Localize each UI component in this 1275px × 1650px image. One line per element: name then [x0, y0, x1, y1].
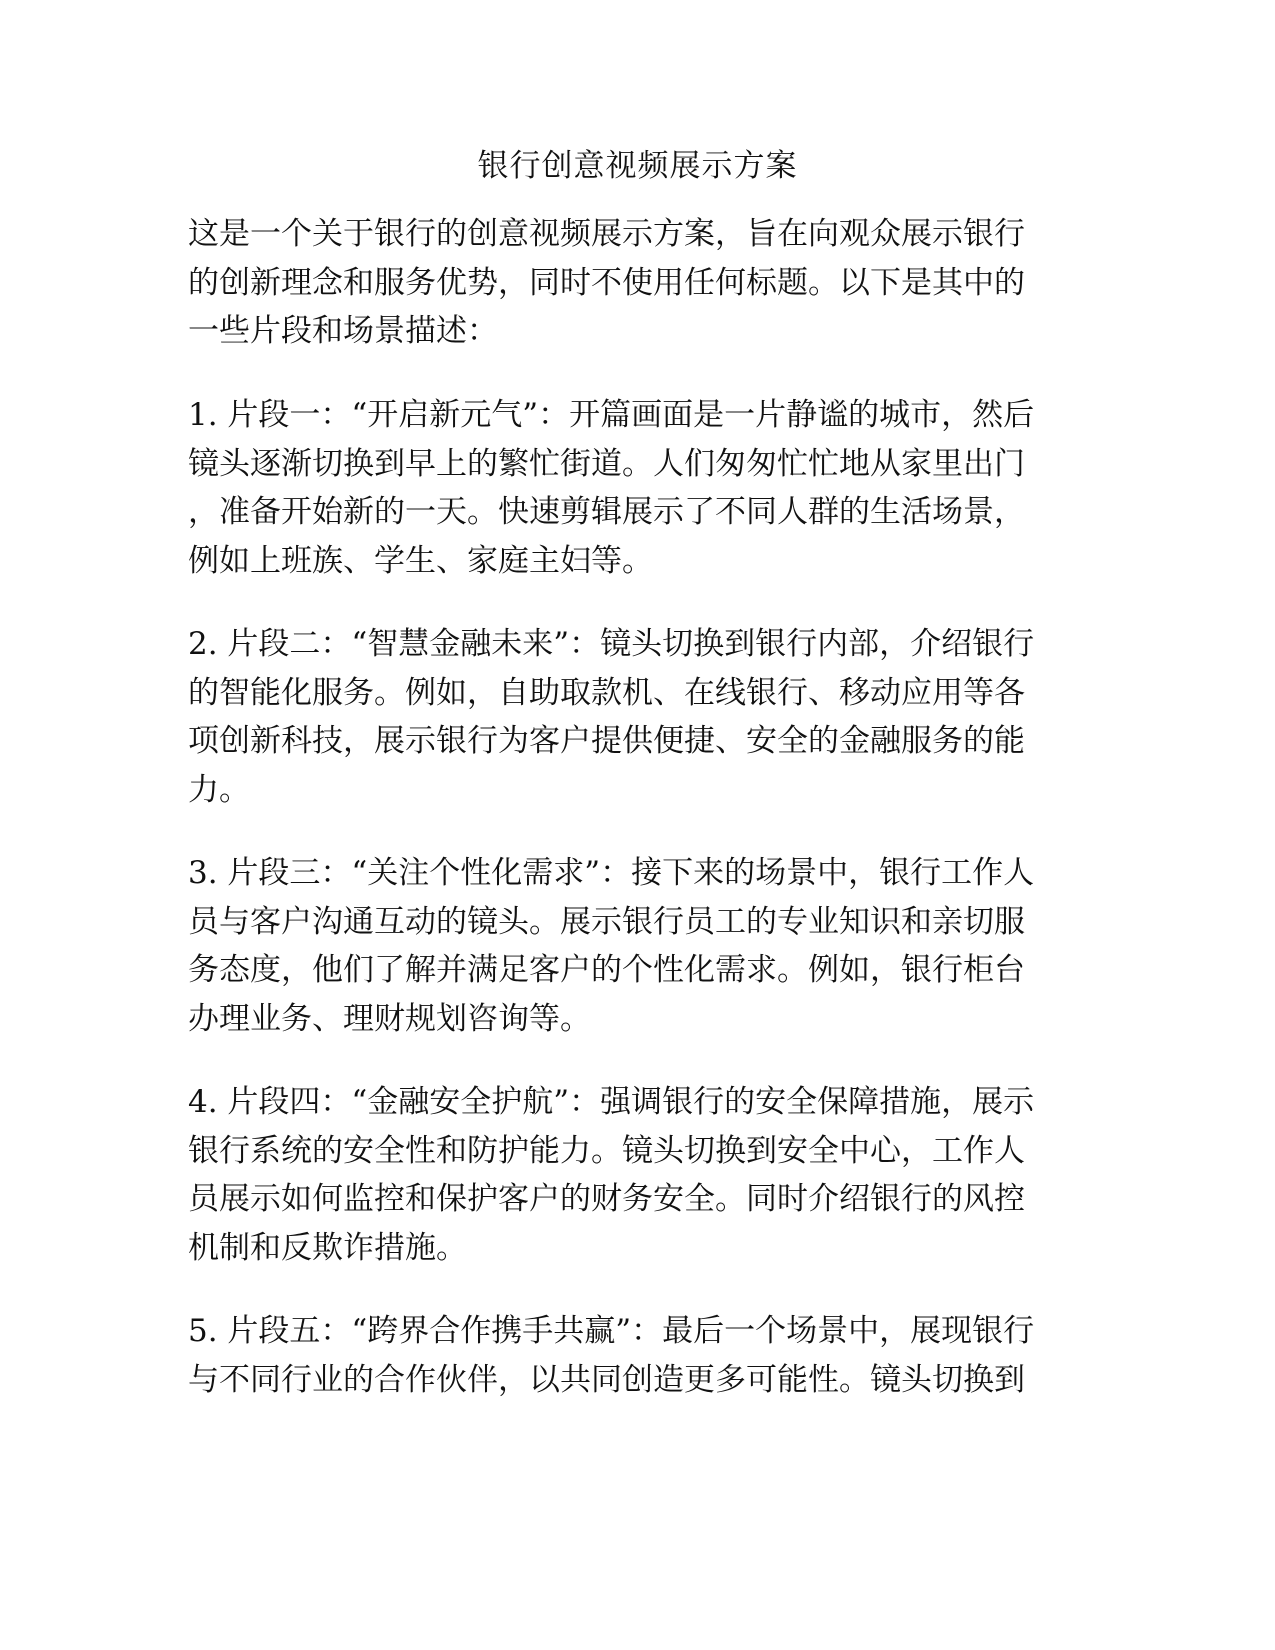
- text-line: 办理业务、理财规划咨询等。: [188, 1000, 591, 1037]
- paragraph: [188, 620, 1083, 814]
- text-line: 一些片段和场景描述：: [188, 313, 498, 349]
- text-line: 1. 片段一：“开启新元气”：开篇画面是一片静谧的城市，然后: [188, 397, 1035, 433]
- segment-1-paragraph: [188, 391, 1083, 585]
- text-line: 银行系统的安全性和防护能力。镜头切换到安全中心，工作人: [188, 1132, 1025, 1169]
- text-line: 这是一个关于银行的创意视频展示方案，旨在向观众展示银行: [188, 216, 1025, 252]
- text-line: 员与客户沟通互动的镜头。展示银行员工的专业知识和亲切服: [188, 903, 1025, 940]
- text-line: 的创新理念和服务优势，同时不使用任何标题。以下是其中的: [188, 264, 1025, 301]
- paragraph: [188, 1078, 1083, 1272]
- segment-4-paragraph: [188, 1078, 1083, 1272]
- segment-3-paragraph: [188, 849, 1083, 1043]
- segment-5-paragraph: [188, 1307, 1083, 1404]
- text-line: 镜头逐渐切换到早上的繁忙街道。人们匆匆忙忙地从家里出门: [188, 445, 1025, 482]
- text-line: 与不同行业的合作伙伴，以共同创造更多可能性。镜头切换到: [188, 1361, 1025, 1398]
- text-line: 例如上班族、学生、家庭主妇等。: [188, 542, 653, 579]
- segment-2-paragraph: [188, 620, 1083, 814]
- text-line: 5. 片段五：“跨界合作携手共赢”：最后一个场景中，展现银行: [188, 1313, 1035, 1349]
- document-title: 银行创意视频展示方案: [477, 148, 798, 184]
- text-line: 2. 片段二：“智慧金融未来”：镜头切换到银行内部，介绍银行: [188, 626, 1035, 662]
- paragraph: [188, 391, 1083, 585]
- paragraph: [188, 849, 1083, 1043]
- intro-paragraph: [188, 210, 1083, 356]
- paragraph: [188, 1307, 1083, 1404]
- text-line: 项创新科技，展示银行为客户提供便捷、安全的金融服务的能: [188, 723, 1025, 759]
- text-line: 员展示如何监控和保护客户的财务安全。同时介绍银行的风控: [188, 1181, 1025, 1217]
- text-line: ，准备开始新的一天。快速剪辑展示了不同人群的生活场景，: [188, 494, 1025, 530]
- text-line: 机制和反欺诈措施。: [188, 1229, 467, 1266]
- text-line: 务态度，他们了解并满足客户的个性化需求。例如，银行柜台: [188, 952, 1025, 988]
- paragraph: [188, 210, 1083, 356]
- text-line: 的智能化服务。例如，自助取款机、在线银行、移动应用等各: [188, 674, 1025, 711]
- text-line: 力。: [188, 771, 250, 808]
- text-line: 4. 片段四：“金融安全护航”：强调银行的安全保障措施，展示: [188, 1084, 1035, 1120]
- text-line: 3. 片段三：“关注个性化需求”：接下来的场景中，银行工作人: [188, 855, 1035, 891]
